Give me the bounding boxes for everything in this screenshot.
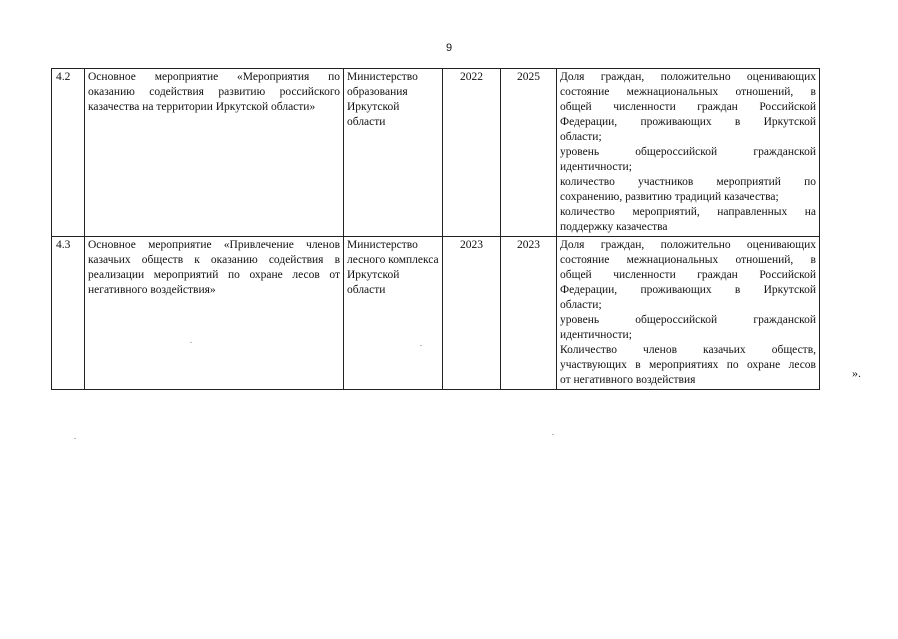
- indicator-line: Федерации, проживающих в Иркутской: [560, 116, 816, 128]
- indicator-line: количество участников мероприятий по: [560, 176, 816, 188]
- event-name: Основное мероприятие «Мероприятия по оказанию содействия развитию российского казачества на территории Иркутской области»: [85, 69, 344, 237]
- indicator-line: Доля граждан, положительно оценивающих: [560, 239, 816, 251]
- end-year: 2025: [501, 69, 557, 237]
- indicator-line: сохранению, развитию традиций казачества;: [560, 191, 779, 203]
- indicator-line: уровень общероссийской гражданской: [560, 314, 816, 326]
- row-number: 4.2: [52, 69, 85, 237]
- indicator-line: состояние межнациональных отношений, в: [560, 254, 816, 266]
- table-row: [52, 69, 820, 237]
- responsible-organization: Министерство образования Иркутской области: [344, 69, 443, 237]
- start-year: 2023: [443, 237, 501, 390]
- indicator-line: общей численности граждан Российской: [560, 269, 816, 281]
- indicator-line: идентичности;: [560, 161, 632, 173]
- event-name: Основное мероприятие «Привлечение членов казачьих обществ к оказанию содействия в реализации мероприятий по охране лесов от негативного воздействия»: [85, 237, 344, 390]
- page-number: 9: [445, 42, 453, 54]
- row-number: 4.3: [52, 237, 85, 390]
- indicator-line: области;: [560, 131, 602, 143]
- indicator-line: от негативного воздействия: [560, 374, 696, 386]
- indicators-cell: [557, 69, 820, 237]
- indicator-line: идентичности;: [560, 329, 632, 341]
- scan-speck: [420, 345, 422, 346]
- indicator-line: Федерации, проживающих в Иркутской: [560, 284, 816, 296]
- indicator-line: Доля граждан, положительно оценивающих: [560, 71, 816, 83]
- indicator-line: поддержку казачества: [560, 221, 668, 233]
- indicator-line: количество мероприятий, направленных на: [560, 206, 816, 218]
- program-table: [51, 68, 820, 390]
- scan-speck: [74, 438, 76, 439]
- indicator-line: участвующих в мероприятиях по охране лесов: [560, 359, 816, 371]
- indicator-line: общей численности граждан Российской: [560, 101, 816, 113]
- table-row: [52, 237, 820, 390]
- responsible-organization: Министерство лесного комплекса Иркутской области: [344, 237, 443, 390]
- scan-speck: [190, 342, 192, 343]
- indicator-line: уровень общероссийской гражданской: [560, 146, 816, 158]
- indicator-line: состояние межнациональных отношений, в: [560, 86, 816, 98]
- scan-speck: [552, 434, 554, 435]
- start-year: 2022: [443, 69, 501, 237]
- closing-quote: ».: [852, 366, 861, 380]
- indicator-line: Количество членов казачьих обществ,: [560, 344, 816, 356]
- indicator-line: области;: [560, 299, 602, 311]
- end-year: 2023: [501, 237, 557, 390]
- indicators-cell: [557, 237, 820, 390]
